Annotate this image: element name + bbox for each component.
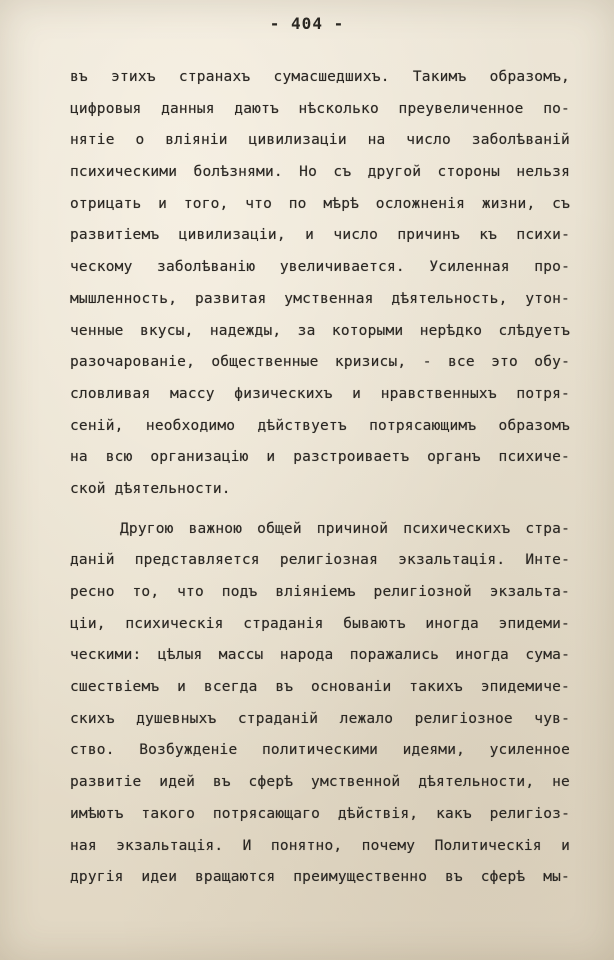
text-line: ная экзальтація. И понятно, почему Политическія и [70,837,570,854]
text-line: сшествіемъ и всегда въ основаніи такихъ эпидемиче- [70,679,570,696]
text-line: скихъ душевныхъ страданій лежало религіозное чув- [70,710,570,727]
text-line: даній представляется религіозная экзальтація. Инте- [70,552,570,569]
text-line: ресно то, что подъ вліяніемъ религіозной экзальта- [70,584,570,600]
text-line: развитіе идей въ сферѣ умственной дѣятельности, не [70,774,570,791]
page-number: - 404 - [269,14,345,33]
text-line: на всю организацію и разстроиваетъ органъ психиче- [70,449,570,466]
text-line: Другою важною общей причиной психическихъ стра- [120,520,570,537]
text-line: развитіемъ цивилизаціи, и число причинъ къ психи- [70,227,570,244]
text-line: разочарованіе, общественные кризисы, - все это обу- [70,354,570,371]
text-line: словливая массу физическихъ и нравственныхъ потря- [70,385,570,402]
text-line: психическими болѣзнями. Но съ другой стороны нельзя [70,164,570,181]
text-line: отрицать и того, что по мѣрѣ осложненія жизни, съ [70,195,570,212]
text-line: ской дѣятельности. [70,480,231,497]
text-line: ческому заболѣванію увеличивается. Усиленная про- [70,259,570,276]
text-line: мышленность, развитая умственная дѣятельность, утон- [70,290,570,307]
text-line: ціи, психическія страданія бываютъ иногда эпидеми- [70,615,570,632]
text-line: другія идеи вращаются преимущественно въ сферѣ мы- [70,869,570,886]
paragraph [70,62,570,506]
text-line: въ этихъ странахъ сумасшедшихъ. Такимъ образомъ, [70,69,570,85]
body-text [70,62,570,894]
text-line: сеній, необходимо дѣйствуетъ потрясающимъ образомъ [70,417,570,434]
text-line: нятіе о вліяніи цивилизаціи на число заболѣваній [70,132,570,149]
paragraph [70,514,570,894]
text-line: ченные вкусы, надежды, за которыми нерѣдко слѣдуетъ [70,322,570,339]
text-line: имѣютъ такого потрясающаго дѣйствія, какъ религіоз- [70,805,570,822]
text-line: ческими: цѣлыя массы народа поражались иногда сума- [70,647,570,664]
text-line: ство. Возбужденіе политическими идеями, усиленное [70,742,570,759]
text-line: цифровыя данныя даютъ нѣсколько преувеличенное по- [70,100,570,117]
